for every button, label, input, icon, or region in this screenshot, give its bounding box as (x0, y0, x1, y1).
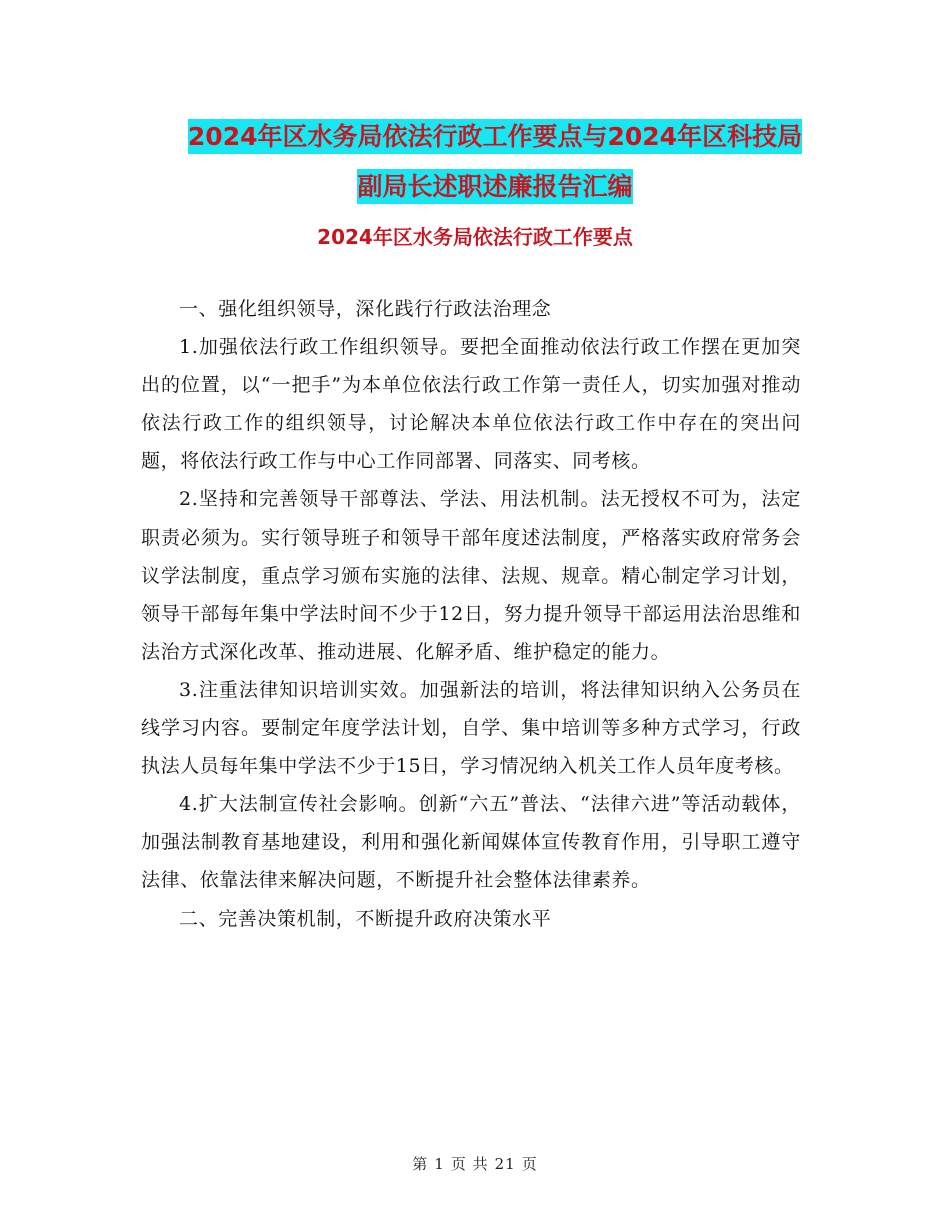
footer-suffix: 页 (521, 1155, 538, 1173)
footer-total-pages: 21 (494, 1155, 516, 1173)
paragraph-2: 2.坚持和完善领导干部尊法、学法、用法机制。法无授权不可为，法定职责必须为。实行领导班子和领导干部年度述法制度，严格落实政府常务会议学法制度，重点学习颁布实施的法律、法规、规章。精心制定学习计划，领导干部每年集中学法时间不少于12日，努力提升领导干部运用法治思维和法治方式深化改革、推动进展、化解矛盾、维护稳定的能力。 (141, 488, 801, 663)
heading-strengthen-leadership: 一、强化组织领导，深化践行行政法治理念 (179, 298, 552, 320)
document-body (141, 290, 801, 938)
paragraph-4: 4.扩大法制宣传社会影响。创新“六五”普法、“法律六进”等活动载体，加强法制教育基地建设，利用和强化新闻媒体宣传教育作用，引导职工遵守法律、依靠法律来解决问题，不断提升社会整体法律素养。 (141, 793, 801, 892)
document-title-line-2: 副局长述职述廉报告汇编 (357, 169, 632, 204)
paragraph-1: 1.加强依法行政工作组织领导。要把全面推动依法行政工作摆在更加突出的位置，以“一把手”为本单位依法行政工作第一责任人，切实加强对推动依法行政工作的组织领导，讨论解决本单位依法行政工作中存在的突出问题，将依法行政工作与中心工作同部署、同落实、同考核。 (141, 336, 801, 473)
document-title (140, 112, 850, 212)
page-number-footer (0, 1153, 950, 1174)
footer-current-page: 1 (434, 1155, 445, 1173)
section-title: 2024年区水务局依法行政工作要点 (317, 225, 633, 249)
document-title-line-1: 2024年区水务局依法行政工作要点与2024年区科技局 (188, 119, 802, 154)
paragraph-3: 3.注重法律知识培训实效。加强新法的培训，将法律知识纳入公务员在线学习内容。要制定年度学法计划，自学、集中培训等多种方式学习，行政执法人员每年集中学法不少于15日，学习情况纳入机关工作人员年度考核。 (141, 678, 801, 778)
footer-prefix: 第 (412, 1155, 429, 1173)
heading-improve-decision: 二、完善决策机制，不断提升政府决策水平 (179, 907, 552, 930)
footer-middle: 页 共 (450, 1155, 489, 1173)
